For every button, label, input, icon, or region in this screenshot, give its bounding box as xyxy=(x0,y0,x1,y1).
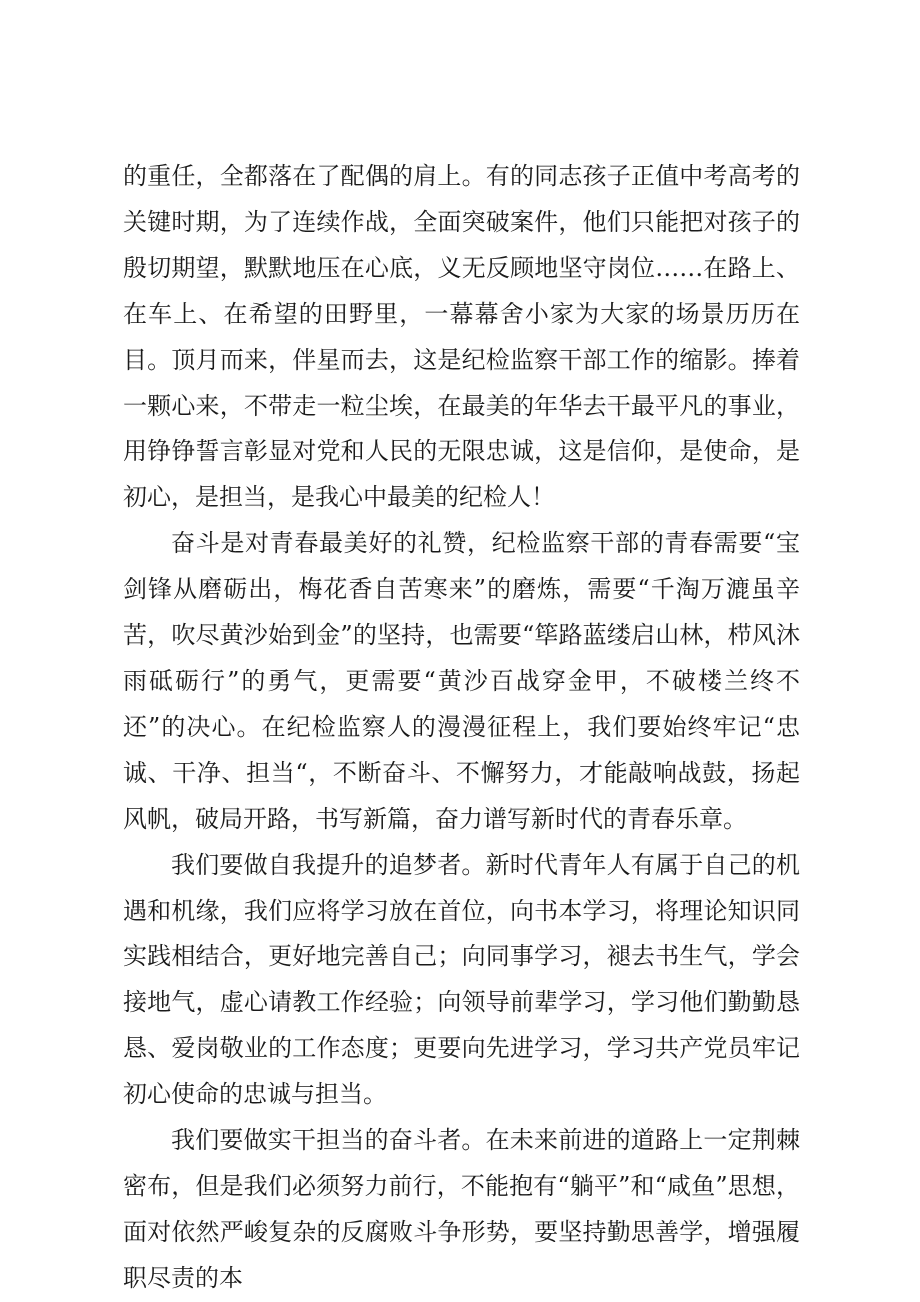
paragraph: 的重任，全都落在了配偶的肩上。有的同志孩子正值中考高考的关键时期，为了连续作战，全面突破案件，他们只能把对孩子的殷切期望，默默地压在心底，义无反顾地坚守岗位……在路上、在车上、在希望的田野里，一幕幕舍小家为大家的场景历历在目。顶月而来，伴星而去，这是纪检监察干部工作的缩影。捧着一颗心来，不带走一粒尘埃，在最美的年华去干最平凡的事业，用铮铮誓言彰显对党和人民的无限忠诚，这是信仰，是使命，是初心，是担当，是我心中最美的纪检人！ xyxy=(123,162,800,512)
paragraph: 奋斗是对青春最美好的礼赞，纪检监察干部的青春需要“宝剑锋从磨砺出，梅花香自苦寒来”的磨炼，需要“千淘万漉虽辛苦，吹尽黄沙始到金”的坚持，也需要“筚路蓝缕启山林，栉风沐雨砥砺行”的勇气，更需要“黄沙百战穿金甲，不破楼兰终不还”的决心。在纪检监察人的漫漫征程上，我们要始终牢记“忠诚、干净、担当“，不断奋斗、不懈努力，才能敲响战鼓，扬起风帆，破局开路，书写新篇，奋力谱写新时代的青春乐章。 xyxy=(123,529,800,833)
paragraph: 我们要做自我提升的追梦者。新时代青年人有属于自己的机遇和机缘，我们应将学习放在首位，向书本学习，将理论知识同实践相结合，更好地完善自己；向同事学习，褪去书生气，学会接地气，虚心请教工作经验；向领导前辈学习，学习他们勤勤恳恳、爱岗敬业的工作态度；更要向先进学习，学习共产党员牢记初心使命的忠诚与担当。 xyxy=(123,850,800,1109)
body-text xyxy=(123,154,800,1302)
paragraph: 我们要做实干担当的奋斗者。在未来前进的道路上一定荆棘密布，但是我们必须努力前行，不能抱有“躺平”和“咸鱼”思想，面对依然严峻复杂的反腐败斗争形势，要坚持勤思善学，增强履职尽责的本 xyxy=(123,1126,800,1292)
